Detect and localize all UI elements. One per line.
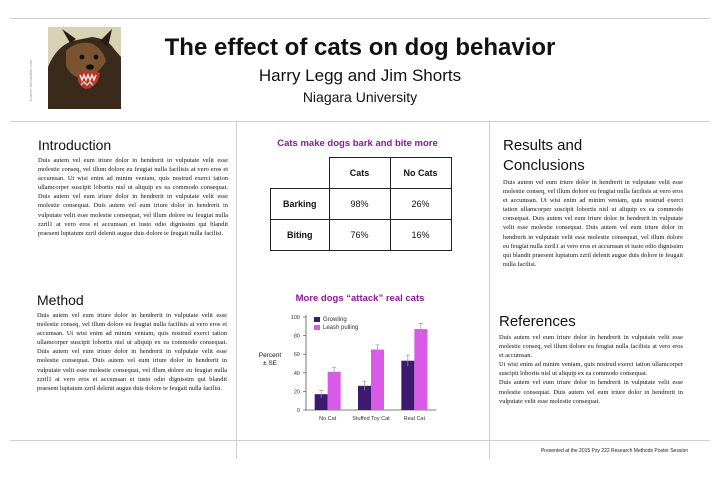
table-row-label-barking: Barking xyxy=(271,189,330,220)
results-heading-line2: Conclusions xyxy=(503,157,585,174)
ylabel-line2: ± SE xyxy=(262,360,278,367)
legend-swatch xyxy=(314,317,320,322)
photo-credit: Source: bbcwildlife.com xyxy=(28,59,33,102)
ylabel-line1: Percent xyxy=(258,352,282,359)
bar xyxy=(401,361,414,410)
table-row xyxy=(271,220,452,251)
references-body-3: Duis autem vel eum iriure dolor in hendrerit in vulputate velit esse molestie consequat. Duis autem vel eum iriure dolor in hendrerit in vulputate velit esse molestie consequat. xyxy=(499,379,683,405)
x-tick-label: Real Cat xyxy=(403,416,426,422)
references-section xyxy=(499,313,683,406)
poster-university: Niagara University xyxy=(302,89,418,105)
bar-chart-title: More dogs “attack” real cats xyxy=(295,293,425,304)
introduction-heading: Introduction xyxy=(38,137,112,153)
results-heading-line1: Results and xyxy=(503,137,583,154)
references-heading: References xyxy=(499,313,576,330)
references-body-1: Duis autem vel eum iriure dolor in hendrerit in vulputate velit esse molestie conseq, vel illum dolore eu feugiat nulla facilisis at vero eros et accumsan. xyxy=(499,334,683,360)
results-table xyxy=(270,157,452,251)
header-rule xyxy=(10,121,710,122)
method-body: Duis autem vel eum iriure dolor in hendrerit in vulputate velit esse molestie conseq, vel illum dolore eu feugiat nulla facilisis at vero eros et accumsan. Ut wisi enim ad minim veniam, quis nostrud exerci tation ullamcorper suscipit lobortis nisl ut aliquip ex ea commodo consequat. Duis autem vel eum iriure dolor in hendrerit in vulputate velit esse molestie consequat. Duis autem vel eum iriure dolor in hendrerit in vulputate velit esse molestie consequat, vel illum dolore eu feugiat nulla zzril1 at vero eros et accumsan et iusto odio dignissim qui blandit praesent luptatum zzril delenit augue duis dolore te feugait nulla facilisi. xyxy=(37,312,227,392)
bar xyxy=(328,372,341,410)
column-divider-left xyxy=(236,121,237,459)
column-divider-right xyxy=(489,121,490,459)
legend-swatch xyxy=(314,325,320,330)
results-body: Duis autem vel eum iriure dolor in hendrerit in vulputate velit esse molestie conseq, vel illum dolore eu feugiat nulla facilisis at vero eros et accumsan. Ut wisi enim ad minim veniam, quis nostrud exerci tation ullamcorper suscipit lobortis nisl ut aliquip ex ea commodo consequat. Duis autem vel eum iriure dolor in hendrerit in vulputate velit esse molestie consequat. Duis autem vel eum iriure dolor in hendrerit in vulputate velit esse molestie consequat, vel illum dolore eu feugiat nulla zzril1 at vero eros et accumsan et iusto odio dignissim qui blandit praesent luptatum zzril delenit augue duis dolore te feugait nulla facilisi. xyxy=(503,179,683,268)
y-tick-label: 60 xyxy=(293,352,300,359)
results-section xyxy=(503,136,683,269)
table-row xyxy=(271,189,452,220)
table-header-no-cats: No Cats xyxy=(390,158,451,189)
legend-label: Growling xyxy=(323,317,347,323)
y-tick-label: 0 xyxy=(296,408,300,414)
x-tick-label: Stuffed Toy Cat xyxy=(352,416,390,422)
top-rule xyxy=(10,18,710,19)
y-tick-label: 40 xyxy=(293,370,300,377)
footer-note: Presented at the 2015 Psy 222 Research Methods Poster Session xyxy=(540,448,688,454)
y-tick-label: 80 xyxy=(293,333,300,340)
table-cell-barking-no-cats: 26% xyxy=(390,189,451,220)
poster-title: The effect of cats on dog behavior xyxy=(164,34,556,61)
method-section xyxy=(37,292,227,393)
table-header-cats: Cats xyxy=(329,158,390,189)
table-cell-barking-cats: 98% xyxy=(329,189,390,220)
references-body-2: Ut wisi enim ad minim veniam, quis nostrud exerci tation ullamcorper suscipit lobortis nisl ut aliquip ex ea commodo consequat. xyxy=(499,361,683,378)
table-header-row xyxy=(271,158,452,189)
bar-chart xyxy=(286,308,456,438)
y-tick-label: 100 xyxy=(290,315,300,321)
legend-label: Leash pulling xyxy=(323,325,359,331)
introduction-body: Duis autem vel eum iriure dolor in hendrerit in vulputate velit esse molestie conseq, vel illum dolore eu feugiat nulla facilisis at vero eros et accumsan. Ut wisi enim ad minim veniam, quis nostrud exerci tation ullamcorper suscipit lobortis nisl ut aliquip ex ea commodo consequat. Duis autem vel eum iriure dolor in hendrerit in vulputate velit esse molestie consequat. Duis autem vel eum iriure dolor in hendrerit in vulputate velit esse molestie consequat, vel illum dolore eu feugiat nulla zzril1 at vero eros et accumsan et iusto odio dignissim qui blandit praesent luptatum zzril delenit augue duis dolore te feugait nulla facilisi. xyxy=(38,157,228,237)
table-cell-biting-cats: 76% xyxy=(329,220,390,251)
y-tick-label: 20 xyxy=(293,389,300,396)
poster-authors: Harry Legg and Jim Shorts xyxy=(258,66,462,85)
bar-chart-ylabel xyxy=(252,352,288,368)
bar xyxy=(371,350,384,410)
bar xyxy=(414,329,427,410)
method-heading: Method xyxy=(37,292,84,308)
table-cell-biting-no-cats: 16% xyxy=(390,220,451,251)
x-tick-label: No Cat xyxy=(319,416,337,422)
introduction-section xyxy=(38,137,228,238)
table-corner-cell xyxy=(271,158,330,189)
table-title: Cats make dogs bark and bite more xyxy=(277,138,438,149)
table-row-label-biting: Biting xyxy=(271,220,330,251)
bottom-rule xyxy=(10,440,710,441)
